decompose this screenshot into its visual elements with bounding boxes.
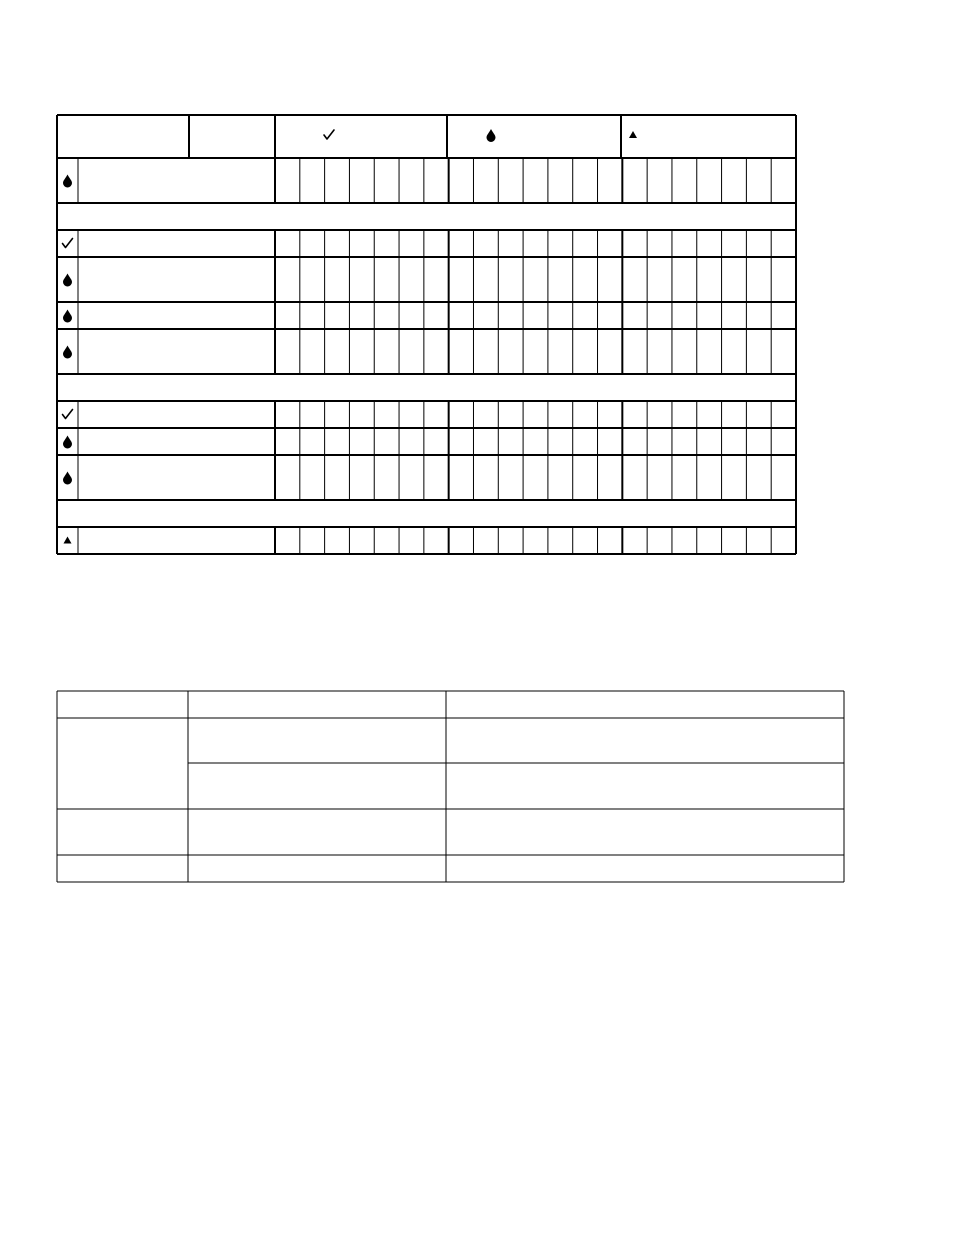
reference-grid-lines xyxy=(57,691,844,882)
